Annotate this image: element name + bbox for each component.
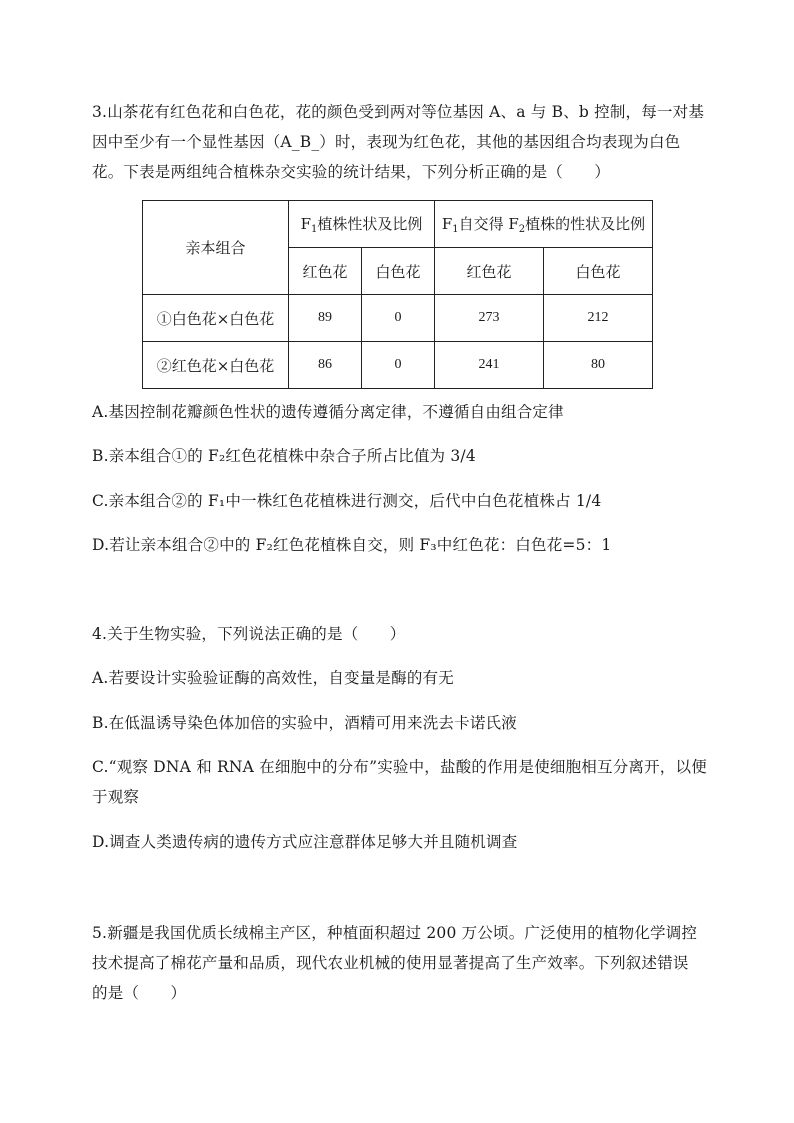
row-combo: ②红色花×白色花 [143, 342, 289, 389]
q3-option-a: A.基因控制花瓣颜色性状的遗传遵循分离定律，不遵循自由组合定律 [92, 403, 564, 421]
header-f1-red: 红色花 [289, 248, 362, 295]
header-f2-traits: $F_1$自交得 $F_2$植株的性状及比例 [435, 201, 653, 248]
q4-option-c: C.“观察 DNA 和 RNA 在细胞中的分布”实验中，盐酸的作用是使细胞相互分离开，以便 [92, 758, 707, 776]
q3-stem-line-3: 花。下表是两组纯合植株杂交实验的统计结果，下列分析正确的是（ ） [92, 163, 611, 181]
q4-option-b: B.在低温诱导染色体加倍的实验中，酒精可用来洗去卡诺氏液 [92, 714, 517, 732]
row-f2-red: 241 [435, 342, 544, 389]
header-f2-white: 白色花 [544, 248, 653, 295]
q3-option-d: D.若让亲本组合②中的 F₂红色花植株自交，则 F₃中红色花：白色花=5：1 [92, 536, 612, 554]
row-f1-red: 86 [289, 342, 362, 389]
table-row [143, 342, 653, 389]
row-f2-red: 273 [435, 295, 544, 342]
q5-stem-line-1: 5.新疆是我国优质长绒棉主产区，种植面积超过 200 万公顷。广泛使用的植物化学调控 [92, 924, 698, 942]
header-f1-traits: $F_1$植株性状及比例 [289, 201, 435, 248]
row-f1-red: 89 [289, 295, 362, 342]
q4-option-d: D.调查人类遗传病的遗传方式应注意群体足够大并且随机调查 [92, 833, 518, 851]
header-f1-white: 白色花 [362, 248, 435, 295]
row-f1-white: 0 [362, 295, 435, 342]
q5-stem-line-3: 的是（ ） [92, 984, 187, 1002]
q5-stem-line-2: 技术提高了棉花产量和品质，现代农业机械的使用显著提高了生产效率。下列叙述错误 [92, 954, 689, 972]
q3-option-b: B.亲本组合①的 F₂红色花植株中杂合子所占比值为 3/4 [92, 447, 476, 465]
row-combo: ①白色花×白色花 [143, 295, 289, 342]
q3-data-table [142, 200, 653, 389]
q3-option-c: C.亲本组合②的 F₁中一株红色花植株进行测交，后代中白色花植株占 1/4 [92, 492, 602, 510]
row-f1-white: 0 [362, 342, 435, 389]
row-f2-white: 212 [544, 295, 653, 342]
header-f2-red: 红色花 [435, 248, 544, 295]
row-f2-white: 80 [544, 342, 653, 389]
table-row [143, 295, 653, 342]
q4-option-a: A.若要设计实验验证酶的高效性，自变量是酶的有无 [92, 669, 454, 687]
q3-stem-line-2: 因中至少有一个显性基因（A_B_）时，表现为红色花，其他的基因组合均表现为白色 [92, 133, 681, 151]
q4-option-c-cont: 于观察 [92, 788, 140, 806]
q4-stem: 4.关于生物实验，下列说法正确的是（ ） [92, 625, 406, 643]
header-parent-combo: 亲本组合 [143, 201, 289, 295]
q3-stem-line-1: 3.山茶花有红色花和白色花，花的颜色受到两对等位基因 A、a 与 B、b 控制，每一对基 [92, 103, 705, 121]
